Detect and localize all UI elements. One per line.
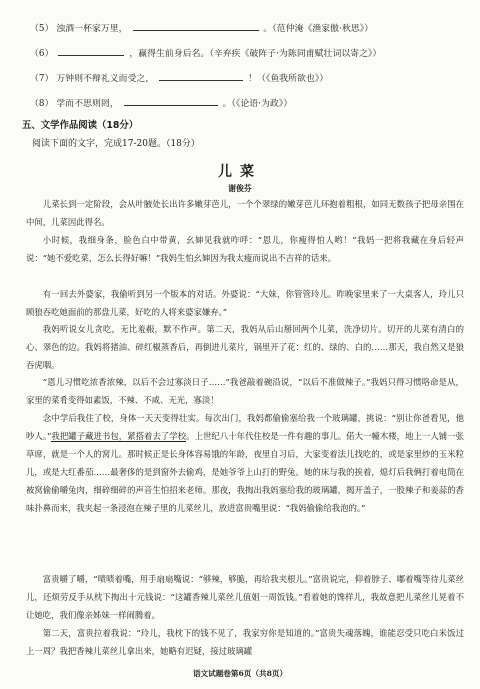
item-source: 。（《论语·为政》） bbox=[222, 99, 293, 109]
fill-in-item-7 bbox=[30, 71, 470, 84]
item-prefix: 浊酒一杯家万里， bbox=[56, 24, 128, 34]
item-source: ，赢得生前身后名。（辛弃疾《破阵子·为陈同甫赋壮词以寄之》） bbox=[129, 49, 382, 59]
article-paragraph: “恩儿习惯吃浓香浓辣，以后不会过寡淡日子……”我爸敲着碗沿说，“以后不准做辣子。”我妈只得习惯咯命是从，家里的菜肴变得如素饭，不辣、不咸、无光，寡淡！ bbox=[26, 377, 464, 405]
section-instruction: 阅读下面的文字，完成17-20题。（18分） bbox=[32, 139, 200, 149]
item-prefix: 学而不思则罔， bbox=[56, 99, 119, 109]
fill-in-item-6 bbox=[30, 46, 470, 59]
underlined-sentence: 我把罐子藏进书包，紧搭着去了学校 bbox=[51, 430, 187, 441]
section-heading: 五、文学作品阅读（18分） bbox=[22, 120, 139, 131]
article-paragraph: 富贵嚼了嚼，“啧啧着嘴，用手扇扇嘴说：“够辣，够脆，再给我夹根儿。”富贵说完，仰着脖子、嘟着嘴等待儿菜丝儿，还烦劳反手从枕下掏出十元钱说：“这罐香辣儿菜丝儿值姐一周饭钱。”看着她的馋样儿，我故意把儿菜丝儿晃着不让她吃，我们像亲姊妹一样闹腾着。 bbox=[26, 574, 464, 620]
article-paragraph bbox=[26, 410, 464, 517]
article-paragraph: 儿菜长到一定阶段，会从叶腋处长出许多嫩芽芭儿，一个个翠绿的嫩芽芭儿环抱着粗根，如同无数孩子把母亲围在中间，儿菜因此得名。 bbox=[26, 199, 464, 227]
item-number: （7） bbox=[30, 74, 54, 84]
fill-in-item-5 bbox=[30, 21, 470, 34]
fill-in-item-8 bbox=[30, 96, 470, 109]
item-prefix: 万钟则不辩礼义而受之， bbox=[56, 74, 155, 84]
article-title: 儿菜 bbox=[218, 164, 262, 180]
answer-blank[interactable] bbox=[159, 71, 243, 81]
paragraph-text: 。上世纪八十年代住校是一件有趣的事儿。偌大一幢木楼，地上一人铺一张草席，就是一个人的窝儿。那时候正是长身体容易饿的年龄，夜里自习后，大家变着法儿找吃的，或是家里炒的玉米粒儿，或是大红番茄……最奢侈的是到窗外去偷鸡，是她爷爷上山打的野兔。她的床与我的挨着，熄灯后我俩打着电筒在被窝偷偷嚼兔肉，细碎细碎的声音生怕招来老师。那夜，我掏出我妈塞给我的玻璃罐，揭开盖子，一股辣子和姜蒜的香味扑鼻而来，我夹起一条浸泡在辣子里的儿菜丝儿，放进富贵嘴里说：“我妈偷偷给我泡的。” bbox=[26, 430, 465, 513]
article-paragraph: 我妈听说女儿贪吃，无比羞赧，默不作声。第二天，我妈从后山掰回两个儿菜，洗净切片。切开的儿菜有清白的心、翠色的边。我妈将猪油、碎红椒蒸香后，再倒进儿菜片，锅里开了花：红的、绿的、白的……那天，我自然又是狼吞虎咽。 bbox=[26, 324, 464, 370]
item-number: （6） bbox=[30, 49, 54, 59]
article-paragraph: 小时候，我细身条，脸色白中带黄，幺婶见我就咋呼：“恩儿，你瘦得怕人哟！”我妈一把将我藏在身后轻声说：“她不爱吃菜，怎么长得好嘛！”我妈生怕幺婶因为我太瘦而说出不吉祥的话来。 bbox=[26, 235, 464, 263]
answer-blank[interactable] bbox=[124, 96, 218, 106]
article-paragraph: 有一回去外婆家，我偷听到另一个版本的对话。外婆说：“大妹，你管管玲儿。昨晚家里来了一大桌客人，玲儿只顾狼吞吃她面前的那盘儿菜，好吃的人将来婆家嫌弃。” bbox=[26, 289, 464, 317]
page-footer: 语文试题卷第6页（共8页） bbox=[192, 669, 288, 678]
article-author: 谢俊芬 bbox=[228, 184, 252, 193]
item-number: （5） bbox=[30, 24, 54, 34]
item-number: （8） bbox=[30, 99, 54, 109]
answer-blank[interactable] bbox=[133, 21, 259, 31]
item-source: 。（范仲淹《渔家傲·秋思》） bbox=[263, 24, 374, 34]
answer-blank[interactable] bbox=[58, 46, 124, 56]
item-source: ！（《鱼我所欲也》） bbox=[248, 74, 329, 84]
paragraph-text: 念中学后我住了校，身体一天天变得壮实。每次出门，我妈都偷偷塞给我一个玻璃罐，挑说：“别让你爸看见，他吵人。” bbox=[26, 413, 464, 441]
article-paragraph: 第二天，富贵拉着我说：“玲儿，我枕下的钱不见了，我家穷你是知道的。”富贵失魂落魄，谁能忍受只吃白米饭过上一周？我把香辣儿菜丝儿拿出来，她略有迟疑，接过玻璃罐 bbox=[26, 628, 464, 656]
